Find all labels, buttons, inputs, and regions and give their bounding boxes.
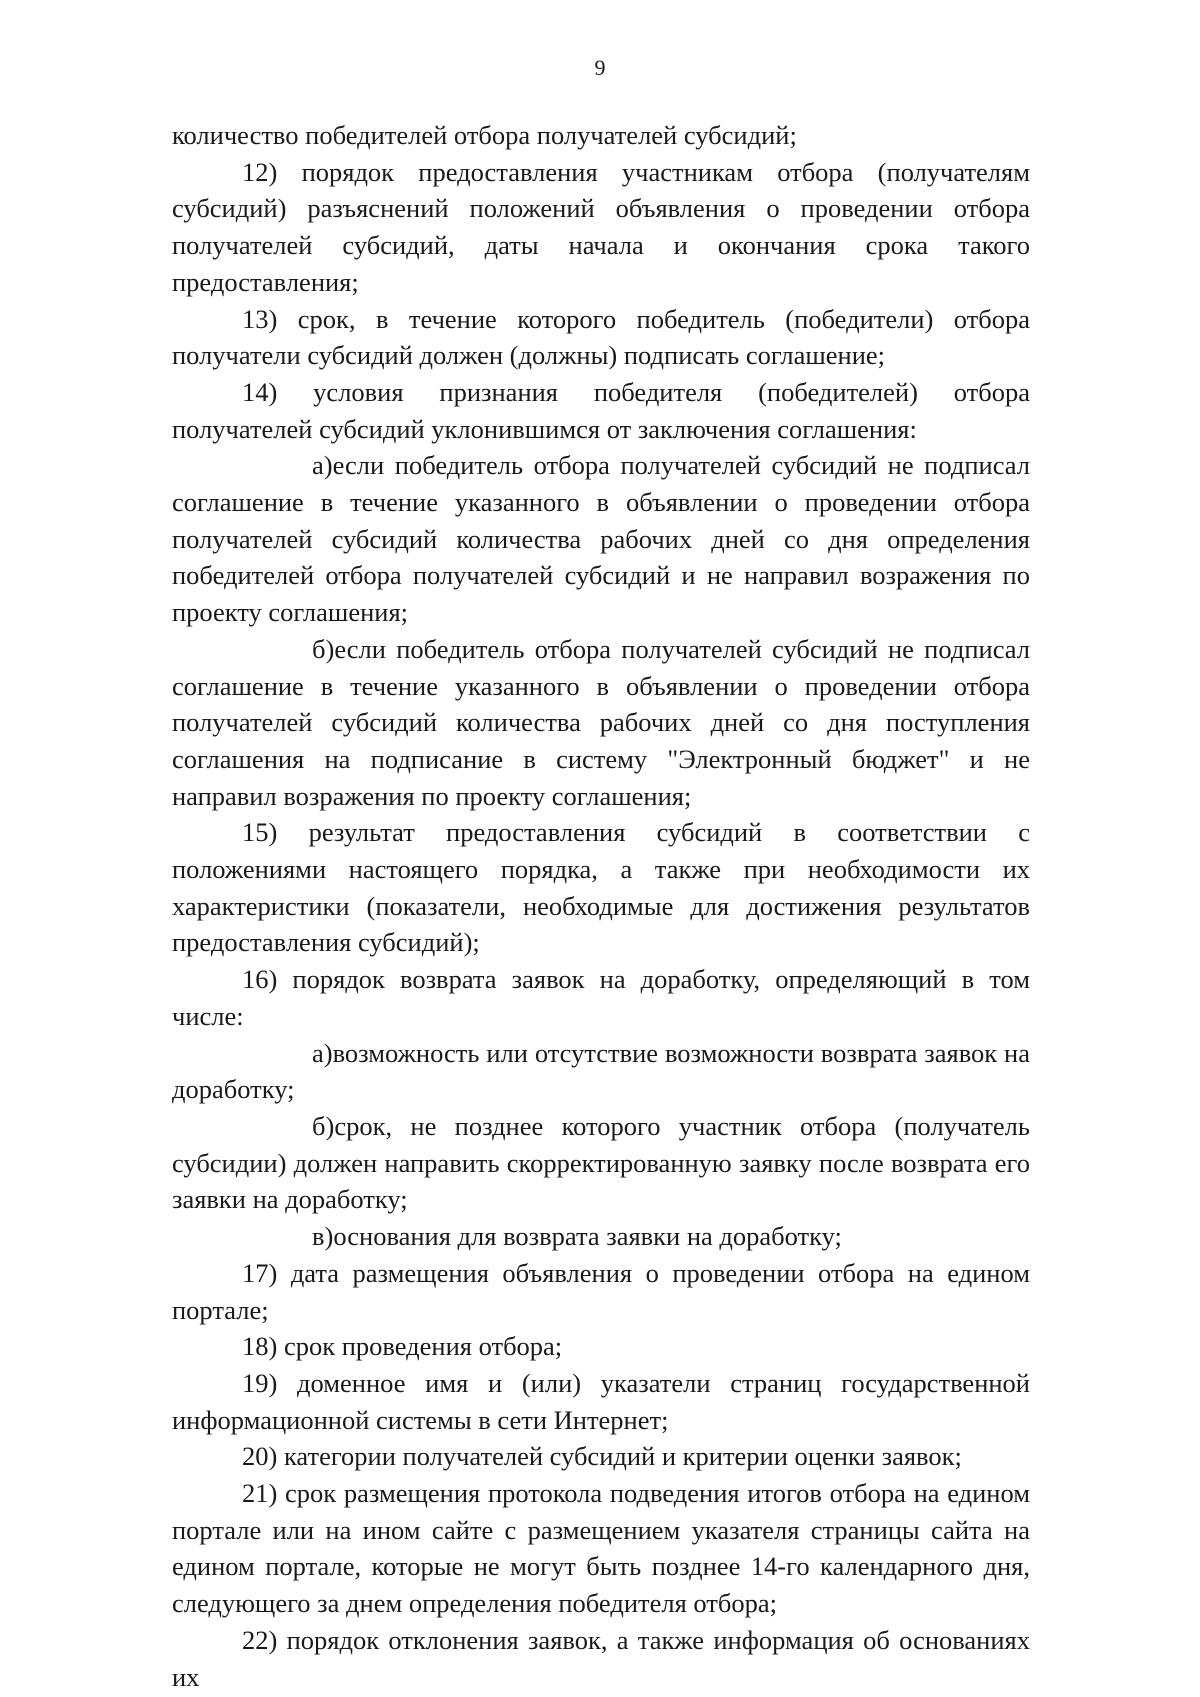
list-marker: б) bbox=[312, 633, 335, 664]
paragraph-text: количество победителей отбора получателей субсидий; bbox=[172, 120, 797, 150]
paragraph-text: 16) порядок возврата заявок на доработку, определяющий в том числе: bbox=[172, 964, 1030, 1031]
paragraph-text: 14) условия признания победителя (победителей) отбора получателей субсидий уклонившимся от заключения соглашения: bbox=[172, 376, 1030, 444]
paragraph bbox=[172, 1438, 1030, 1475]
paragraph-text: 22) порядок отклонения заявок, а также информация об основаниях их bbox=[172, 1624, 1030, 1692]
paragraph-text: 21) срок размещения протокола подведения итогов отбора на едином портале или на ином сайте с размещением указателя страницы сайта на едином портале, которые не могут быть позднее 14-го календарного дня, следующего за днем определения победителя отбора; bbox=[172, 1478, 1030, 1619]
paragraph bbox=[172, 301, 1030, 374]
paragraph bbox=[172, 154, 1030, 301]
list-marker: б) bbox=[312, 1110, 335, 1141]
paragraph bbox=[172, 447, 1030, 631]
paragraph-text: возможность или отсутствие возможности возврата заявок на доработку; bbox=[172, 1037, 1030, 1105]
paragraph-text: 17) дата размещения объявления о проведении отбора на едином портале; bbox=[172, 1257, 1030, 1325]
paragraph-text: если победитель отбора получателей субсидий не подписал соглашение в течение указанного в объявлении о проведении отбора получателей субсидий количества рабочих дней со дня поступления соглашения на подписание в систему "Электронный бюджет" и не направил возражения по проекту соглашения; bbox=[172, 633, 1030, 811]
paragraph-text: срок, не позднее которого участник отбора (получатель субсидии) должен направить скорректированную заявку после возврата его заявки на доработку; bbox=[172, 1110, 1030, 1215]
paragraph-text: 13) срок, в течение которого победитель (победители) отбора получатели субсидий должен (должны) подписать соглашение; bbox=[172, 303, 1030, 371]
list-marker: а) bbox=[312, 450, 333, 481]
paragraph bbox=[172, 1475, 1030, 1622]
paragraph-text: 15) результат предоставления субсидий в соответствии с положениями настоящего порядка, а также при необходимости их характеристики (показатели, необходимые для достижения результатов предоставления субсидий); bbox=[172, 817, 1030, 958]
paragraph bbox=[172, 631, 1030, 815]
paragraph-text: 12) порядок предоставления участникам отбора (получателям субсидий) разъяснений положений объявления о проведении отбора получателей субсидий, даты начала и окончания срока такого предоставления; bbox=[172, 156, 1030, 297]
paragraph-text: основания для возврата заявки на доработку; bbox=[333, 1221, 842, 1252]
paragraph-text: 20) категории получателей субсидий и критерии оценки заявок; bbox=[242, 1441, 962, 1472]
paragraph bbox=[172, 374, 1030, 447]
paragraph bbox=[172, 1255, 1030, 1328]
paragraph bbox=[172, 1108, 1030, 1218]
paragraph bbox=[172, 117, 1030, 154]
paragraph bbox=[172, 961, 1030, 1034]
paragraph bbox=[172, 1365, 1030, 1438]
page-number: 9 bbox=[594, 55, 606, 80]
paragraph bbox=[172, 1622, 1030, 1695]
paragraph bbox=[172, 1328, 1030, 1365]
list-marker: в) bbox=[312, 1221, 334, 1252]
paragraph-text: 19) доменное имя и (или) указатели страниц государственной информационной системы в сети Интернет; bbox=[172, 1367, 1030, 1435]
paragraph bbox=[172, 1218, 1030, 1255]
list-marker: а) bbox=[312, 1037, 333, 1068]
document-body bbox=[172, 117, 1030, 1695]
paragraph-text: если победитель отбора получателей субсидий не подписал соглашение в течение указанного в объявлении о проведении отбора получателей субсидий количества рабочих дней со дня определения победителей отбора получателей субсидий и не направил возражения по проекту соглашения; bbox=[172, 450, 1030, 628]
paragraph bbox=[172, 814, 1030, 961]
paragraph bbox=[172, 1035, 1030, 1108]
paragraph-text: 18) срок проведения отбора; bbox=[242, 1331, 563, 1362]
